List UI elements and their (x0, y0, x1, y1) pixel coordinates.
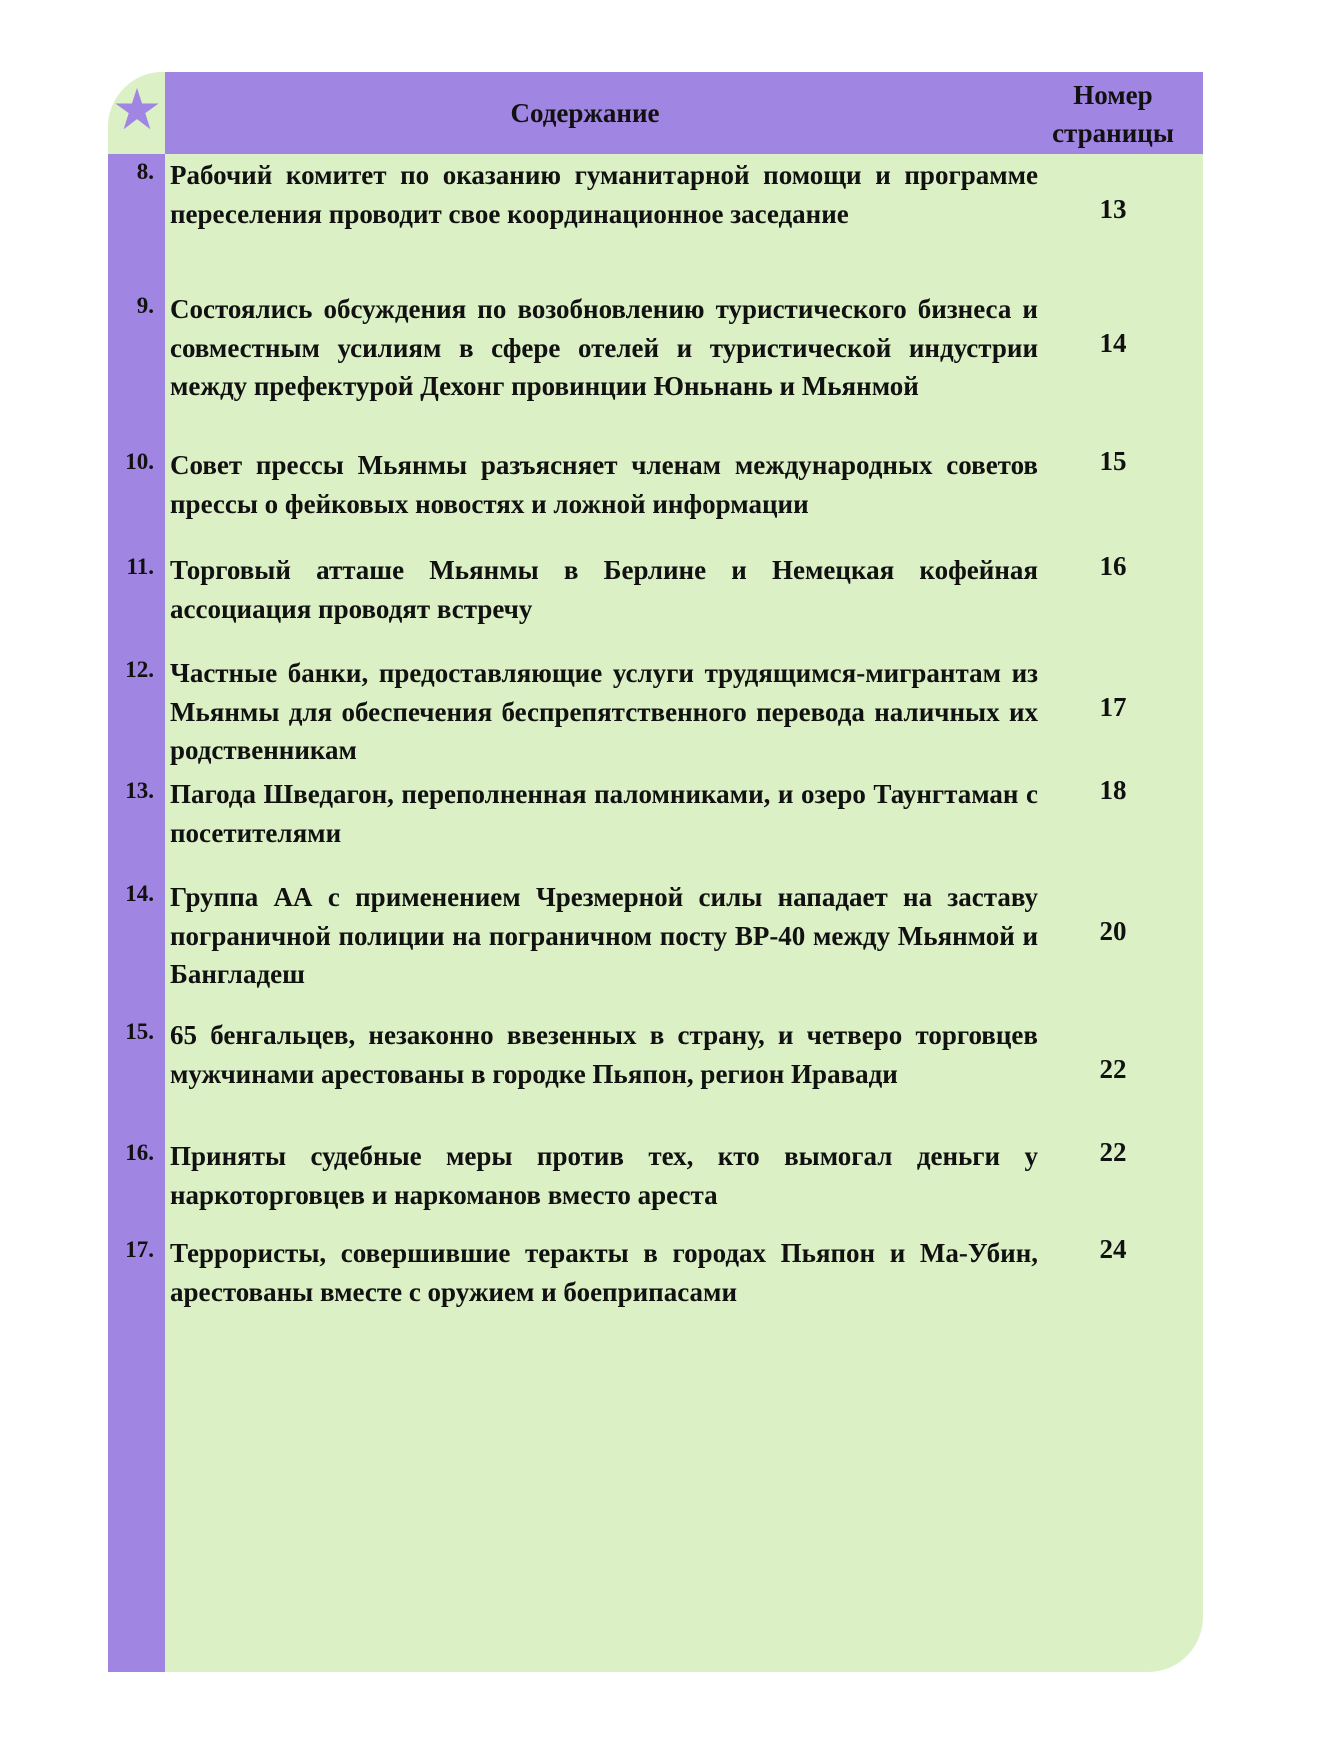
number-column-bar (108, 154, 165, 1672)
entry-page: 14 (1099, 328, 1127, 358)
entry-page: 22 (1099, 1054, 1127, 1084)
entry-number: 13. (125, 778, 154, 803)
entry-page: 16 (1099, 551, 1127, 581)
star-icon (114, 86, 160, 132)
entry-number: 8. (136, 159, 154, 184)
header-corner (108, 72, 165, 154)
page-number-header-line2: страницы (1052, 118, 1174, 148)
entry-page: 24 (1099, 1234, 1127, 1264)
entry-page: 20 (1099, 916, 1127, 946)
entry-title: Состоялись обсуждения по возобновлению туристического бизнеса и совместным усилиям в сфере отелей и туристической индустрии между префектурой Дехонг провинции Юньнань и Мьянмой (170, 294, 1038, 401)
entry-title: Приняты судебные меры против тех, кто вымогал деньги у наркоторговцев и наркоманов вместо ареста (170, 1141, 1038, 1210)
entry-number: 12. (125, 657, 154, 682)
entry-number: 16. (125, 1140, 154, 1165)
entry-number: 15. (125, 1019, 154, 1044)
entry-title: Торговый атташе Мьянмы в Берлине и Немецкая кофейная ассоциация проводят встречу (170, 555, 1038, 624)
entry-title: Частные банки, предоставляющие услуги трудящимся-мигрантам из Мьянмы для обеспечения беспрепятственного перевода наличных их родственникам (170, 658, 1038, 765)
entry-number: 10. (125, 449, 154, 474)
entry-title: Рабочий комитет по оказанию гуманитарной помощи и программе переселения проводит свое координационное заседание (170, 160, 1038, 229)
page-number-header-line1: Номер (1073, 80, 1153, 110)
entry-number: 11. (126, 554, 154, 579)
entry-title: Совет прессы Мьянмы разъясняет членам международных советов прессы о фейковых новостях и ложной информации (170, 450, 1038, 519)
entry-number: 14. (125, 881, 154, 906)
entry-number: 9. (136, 293, 154, 318)
entry-number: 17. (125, 1237, 154, 1262)
entry-title: Террористы, совершившие теракты в городах Пьяпон и Ма-Убин, арестованы вместе с оружием и боеприпасами (170, 1238, 1038, 1307)
entry-page: 22 (1099, 1137, 1127, 1167)
contents-title: Содержание (510, 97, 660, 128)
entry-title: 65 бенгальцев, незаконно ввезенных в страну, и четверо торговцев мужчинами арестованы в городке Пьяпон, регион Иравади (170, 1020, 1038, 1089)
entry-title: Группа АА с применением Чрезмерной силы нападает на заставу пограничной полиции на пограничном посту BP-40 между Мьянмой и Бангладеш (170, 882, 1038, 989)
entry-page: 18 (1099, 775, 1127, 805)
entry-page: 13 (1099, 194, 1127, 224)
page-number-header (1028, 76, 1198, 152)
entry-page: 15 (1099, 446, 1127, 476)
entry-page: 17 (1099, 692, 1127, 722)
contents-panel (108, 72, 1203, 1672)
entry-title: Пагода Шведагон, переполненная паломниками, и озеро Таунгтаман с посетителями (170, 779, 1038, 848)
